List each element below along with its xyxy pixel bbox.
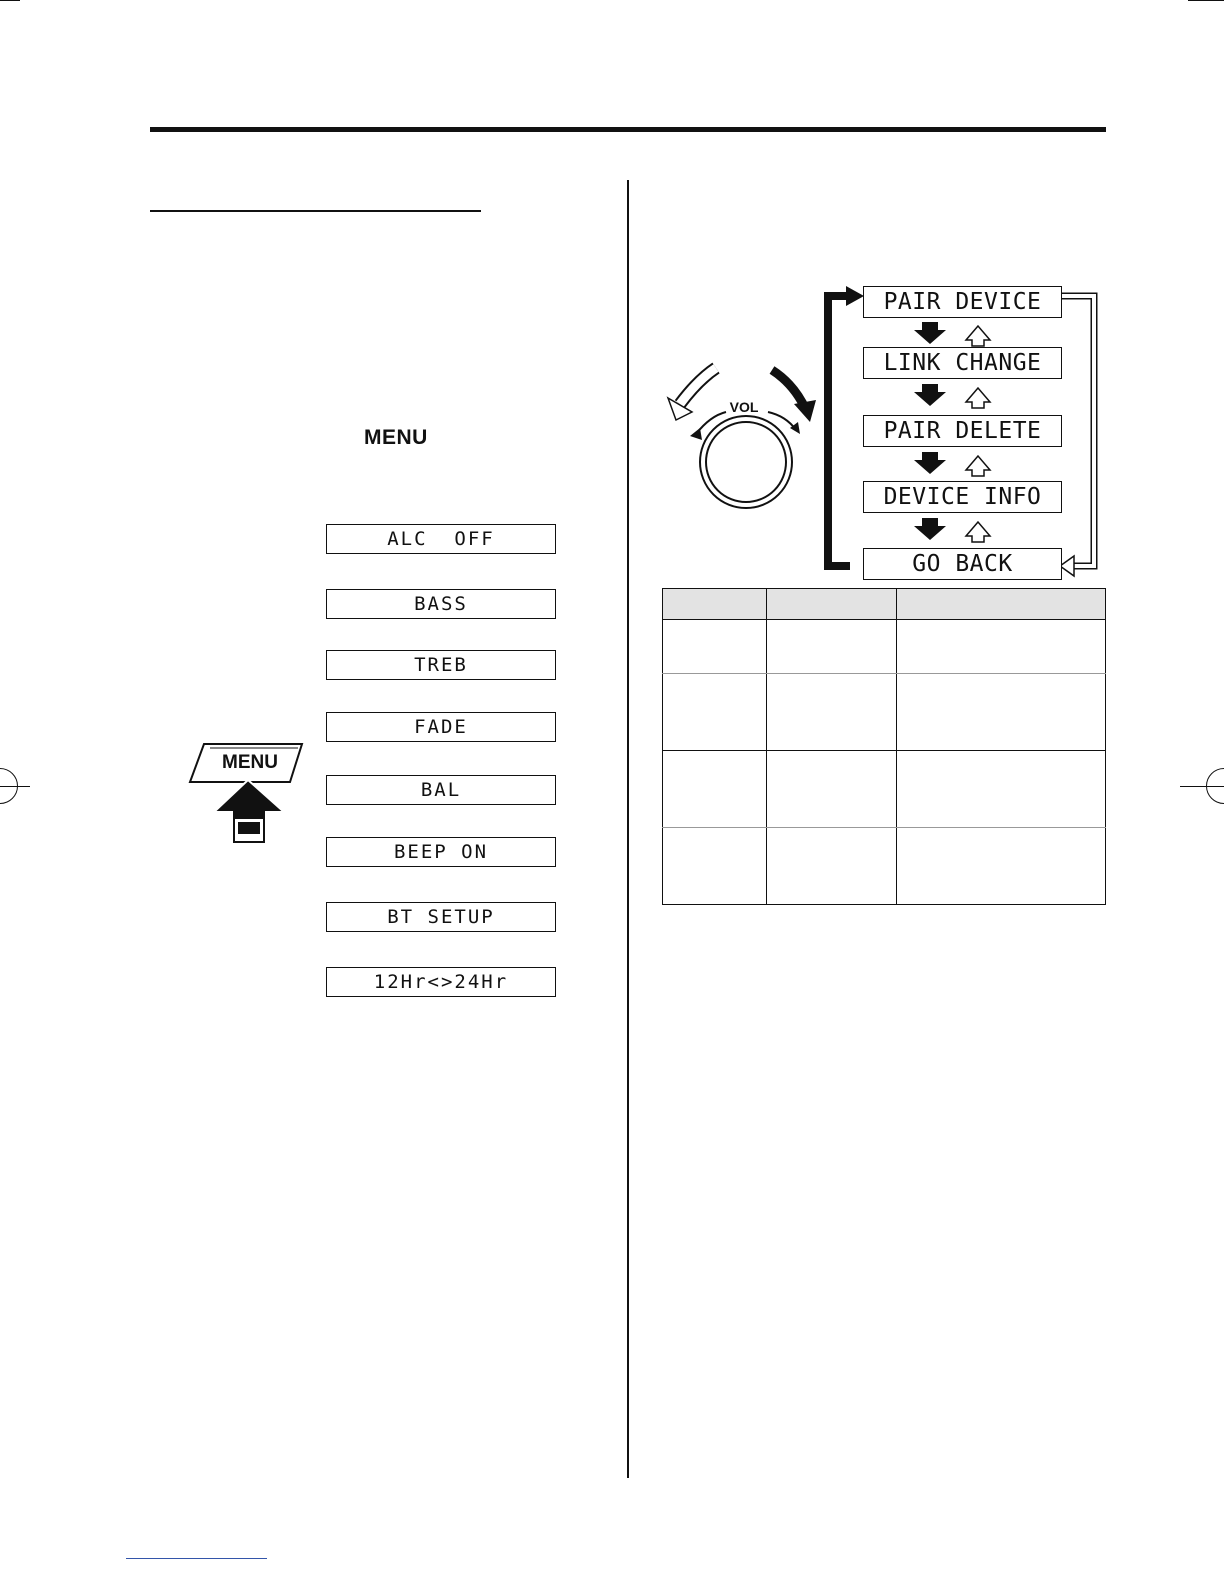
column-divider: [627, 180, 629, 1478]
table-cell: [766, 674, 897, 751]
rotate-right-arrowhead-icon: [794, 400, 816, 422]
table-header-cell: [663, 589, 767, 620]
table-row: [663, 620, 1106, 674]
up-arrow-icon: [966, 326, 990, 346]
lcd-menu-item-8: 12Hr<>24Hr: [326, 967, 556, 997]
vol-label: VOL: [729, 399, 759, 415]
down-arrow-icon: [914, 452, 946, 474]
table-cell: [766, 620, 897, 674]
down-arrow-icon: [914, 384, 946, 406]
crop-mark-top-left: [0, 0, 20, 1]
menu-button-reference: MENU: [364, 426, 428, 449]
table-row: [663, 828, 1106, 905]
table-row: [663, 674, 1106, 751]
nav-arrows-1: [914, 322, 990, 346]
bt-menu-item-go-back: GO BACK: [863, 548, 1062, 580]
table-header-cell: [897, 589, 1106, 620]
lcd-menu-item-5: BAL: [326, 775, 556, 805]
table-cell: [897, 674, 1106, 751]
section-heading-rule: [150, 210, 481, 212]
down-arrow-icon: [914, 322, 946, 344]
lcd-menu-item-6: BEEP ON: [326, 837, 556, 867]
crop-mark-top-right: [1188, 0, 1224, 1]
bt-menu-item-pair-device: PAIR DEVICE: [863, 286, 1062, 318]
footer-link-underline: [126, 1558, 267, 1559]
loop-back-line: [828, 296, 856, 566]
table-cell: [663, 751, 767, 828]
table-header-cell: [766, 589, 897, 620]
loop-forward-line-fill: [1062, 296, 1094, 566]
menu-button-illustration: [186, 740, 306, 844]
up-arrow-icon: [966, 388, 990, 408]
table-cell: [663, 674, 767, 751]
lcd-menu-item-7: BT SETUP: [326, 902, 556, 932]
bt-menu-item-link-change: LINK CHANGE: [863, 347, 1062, 379]
lcd-menu-item-2: BASS: [326, 589, 556, 619]
table-cell: [766, 828, 897, 905]
table-cell: [897, 751, 1106, 828]
table-cell: [663, 828, 767, 905]
press-arrow-stem: [238, 822, 260, 834]
down-arrow-icon: [914, 518, 946, 540]
bt-menu-item-pair-delete: PAIR DELETE: [863, 415, 1062, 447]
lcd-menu-item-3: TREB: [326, 650, 556, 680]
nav-arrows-3: [914, 452, 990, 476]
loop-forward-arrowhead-icon: [1060, 556, 1074, 576]
table-cell: [897, 620, 1106, 674]
loop-forward-line-outline: [1062, 296, 1094, 566]
header-rule: [150, 127, 1106, 132]
lcd-menu-item-4: FADE: [326, 712, 556, 742]
menu-button-label: MENU: [222, 752, 278, 773]
bt-setup-table: [662, 588, 1106, 905]
up-arrow-icon: [966, 456, 990, 476]
loop-back-arrowhead-icon: [846, 286, 864, 306]
up-arrow-icon: [966, 522, 990, 542]
table-cell: [766, 751, 897, 828]
rotate-left-arrow-fill: [680, 368, 716, 404]
registration-line-left: [0, 786, 30, 787]
bt-menu-item-device-info: DEVICE INFO: [863, 481, 1062, 513]
knob-arc-left-head-icon: [690, 428, 702, 440]
table-cell: [663, 620, 767, 674]
nav-arrows-2: [914, 384, 990, 408]
table-header-row: [663, 589, 1106, 620]
lcd-menu-item-1: ALC OFF: [326, 524, 556, 554]
table-cell: [897, 828, 1106, 905]
registration-line-right: [1180, 786, 1224, 787]
vol-knob-inner: [706, 422, 786, 502]
table-row: [663, 751, 1106, 828]
nav-arrows-4: [914, 518, 990, 542]
